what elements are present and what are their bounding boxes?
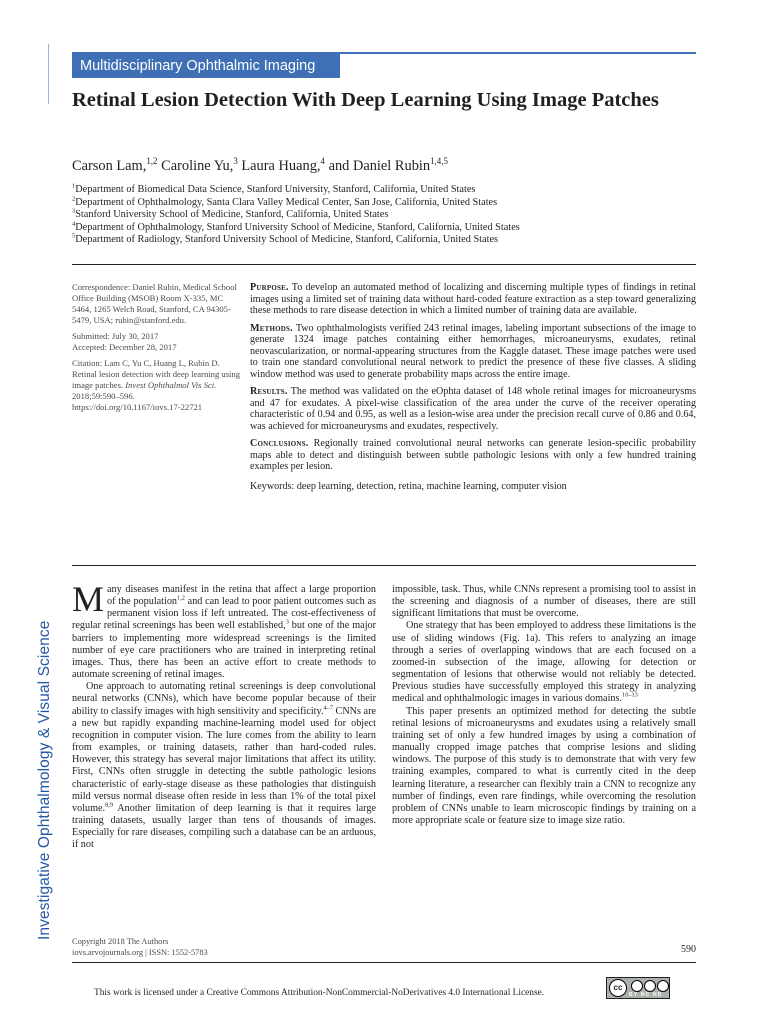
affiliation-text: Department of Radiology, Stanford University School of Medicine, Stanford, California, United States <box>75 234 499 246</box>
nd-icon <box>657 980 669 992</box>
author-name: Caroline Yu, <box>161 158 234 174</box>
divider-abstract <box>72 565 696 566</box>
body-text: and can lead to poor patient outcomes such as permanent vision loss if left untreated. The cost-effectiveness of regular retinal screenings has been well established, <box>72 596 376 632</box>
author-affil-ref: 1,2 <box>146 156 158 167</box>
citation <box>72 358 242 413</box>
body-column-right <box>392 584 696 827</box>
abstract-conclusions <box>250 438 696 473</box>
abstract-text: The method was validated on the eOphta dataset of 148 whole retinal images for microaneurysms and 47 for exudates. A pixel-wise classification of the area under the curve of the receiver operating characteristic of 0.94 and 0.95, as well as a lesion-wise area under the precision recall curve of 0.86 and 0.64, was achieved for microaneurysms and exudates, respectively. <box>250 386 696 432</box>
citation-ref: 4–7 <box>323 704 333 712</box>
margin-rule <box>48 44 49 104</box>
abstract-text: Regionally trained convolutional neural networks can generate lesion-specific probability maps able to detect and distinguish between subtle pathologic lesions with only a few hundred training examples per lesion. <box>250 438 696 472</box>
abstract <box>250 282 696 498</box>
article-title: Retinal Lesion Detection With Deep Learning Using Image Patches <box>72 89 659 111</box>
abstract-purpose <box>250 282 696 317</box>
license-text[interactable]: This work is licensed under a Creative Commons Attribution-NonCommercial-NoDerivatives 4.0 International License. <box>94 988 545 998</box>
submitted-date: Submitted: July 30, 2017 <box>72 331 159 341</box>
affiliation-text: Department of Ophthalmology, Santa Clara Valley Medical Center, San Jose, California, United States <box>75 196 498 208</box>
affiliations <box>72 184 520 247</box>
body-column-left <box>72 579 377 851</box>
citation-text: Citation: Lam C, Yu C, Huang L, Rubin D. Retinal lesion detection with deep learning using image patches. <box>72 358 241 390</box>
body-paragraph <box>72 681 376 851</box>
cc-license-icon[interactable] <box>606 977 670 999</box>
abstract-label: Conclusions. <box>250 438 309 449</box>
divider-top <box>72 264 696 265</box>
author-name: Carson Lam, <box>72 158 147 174</box>
affiliation-text: Department of Biomedical Data Science, Stanford University, Stanford, California, United States <box>75 184 476 195</box>
body-paragraph <box>72 579 377 681</box>
affiliation-number: 1 <box>72 182 76 190</box>
page-number: 590 <box>681 944 696 955</box>
abstract-text: To develop an automated method of localizing and discerning multiple types of findings in retinal images using a limited set of training data without hard-coded feature extraction as a step toward generalizing these methods to rare disease detection in which a limited number of training data are available. <box>250 282 696 316</box>
affiliation-line <box>72 209 520 222</box>
abstract-methods <box>250 323 696 381</box>
citation-ref: 1,2 <box>177 594 185 602</box>
affiliation-number: 3 <box>72 207 76 215</box>
body-text: One strategy that has been employed to address these limitations is the use of sliding windows (Fig. 1a). This refers to analyzing an image through a series of overlapping windows that are each focused on a zoomed-in subsection of the image, allowing for detection or segmentation of lesions that otherwise would not reliably be detected. Previous studies have successfully employed this strategy in analyzing medical and ophthalmologic images in various domains. <box>392 620 696 705</box>
author-name: and Daniel Rubin <box>328 158 431 174</box>
citation-doi[interactable]: 2018;59:590–596. https://doi.org/10.1167/iovs.17-22721 <box>72 391 203 412</box>
citation-ref: 3 <box>285 619 289 627</box>
body-text: One approach to automating retinal screenings is deep convolutional neural networks (CNNs), which have become popular because of their ability to classify images with high sensitivity and specificity. <box>72 681 376 717</box>
section-tag: Multidisciplinary Ophthalmic Imaging <box>72 54 340 78</box>
affiliation-line <box>72 222 520 235</box>
affiliation-text: Stanford University School of Medicine, Stanford, California, United States <box>75 209 389 221</box>
drop-cap: M <box>72 579 105 619</box>
abstract-text: Two ophthalmologists verified 243 retinal images, labeling important subsections of the image to generate 1324 image patches containing either hemorrhages, microaneurysms, exudates, retinal neovascularization, or normal-appearing structures from the Kaggle dataset. These image patches were used to train one standard convolutional neural network to predict the presence of these five classes. A sliding window method was used to generate probability maps across the entire image. <box>250 322 697 380</box>
citation-ref: 8,9 <box>105 801 113 809</box>
journal-website[interactable]: iovs.arvojournals.org | ISSN: 1552-5783 <box>72 948 208 957</box>
divider-footer <box>72 962 696 963</box>
abstract-label: Results. <box>250 386 288 397</box>
author-affil-ref: 3 <box>233 156 238 167</box>
author-name: Laura Huang, <box>241 158 321 174</box>
author-affil-ref: 1,4,5 <box>430 156 448 167</box>
affiliation-number: 4 <box>72 220 76 228</box>
journal-name-vertical: Investigative Ophthalmology & Visual Science <box>36 620 53 940</box>
keywords: Keywords: deep learning, detection, retina, machine learning, computer vision <box>250 480 567 492</box>
affiliation-line <box>72 197 520 210</box>
body-text: CNNs are a new but rapidly expanding machine-learning model used for object recognition in computer vision. The lure comes from the ability to learn from examples, or training datasets, rather than hard-coded rules. However, this strategy has several major limitations that affect its utility. First, CNNs often struggle in detecting the subtle pathologic lesions characteristic of early-stage disease as these pathologies that distinguish mild versus normal disease often reside in less than 1% of the total pixel volume. <box>72 705 376 814</box>
affiliation-line <box>72 234 520 247</box>
accepted-date: Accepted: December 28, 2017 <box>72 342 177 352</box>
affiliation-line <box>72 184 520 197</box>
dates <box>72 331 242 353</box>
body-text: any diseases manifest in the retina that affect a large proportion of the population <box>107 584 376 608</box>
abstract-results <box>250 386 696 432</box>
body-text: Another limitation of deep learning is that it requires large training datasets, usually larger than tens of thousands of images. Especially for rare diseases, compiling such a database can be an arduous, if not <box>72 802 376 851</box>
author-list <box>72 158 448 175</box>
article-meta <box>72 282 242 418</box>
affiliation-number: 2 <box>72 195 76 203</box>
body-text: but one of the major barriers to implementing more widespread screenings is the limited number of eye care practitioners who are trained in interpreting retinal images. Thus, there has been an active effort to create methods to automate screening of retinal images. <box>72 620 377 681</box>
cc-terms-label: BY NC ND <box>629 992 663 998</box>
citation-journal: Invest Ophthalmol Vis Sci. <box>125 380 217 390</box>
affiliation-number: 5 <box>72 232 76 240</box>
citation-ref: 10–13 <box>622 692 638 700</box>
affiliation-text: Department of Ophthalmology, Stanford University School of Medicine, Stanford, California, United States <box>75 221 520 233</box>
body-paragraph: This paper presents an optimized method for detecting the subtle retinal lesions of microaneurysms and exudates using a relatively small training set of only a few hundred images by using a combination of manually cropped image patches that comprise lesions and sliding windows. The purpose of this study is to demonstrate that with very few training examples, compared to what is currently cited in the deep learning literature, a researcher can flexibly train a CNN to recognize any number of findings, even rare findings, while overcoming the resolution problem of CNNs unable to learn microscopic findings by training on a more appropriate scale or feature size to image size ratio. <box>392 705 696 826</box>
by-icon <box>631 980 643 992</box>
body-paragraph <box>392 620 696 705</box>
abstract-label: Purpose. <box>250 282 289 293</box>
abstract-label: Methods. <box>250 322 293 334</box>
correspondence: Correspondence: Daniel Rubin, Medical School Office Building (MSOB) Room X-335, MC 5464, 1265 Welch Road, Stanford, CA 94305-5479, USA; rubin@stanford.edu. <box>72 282 237 325</box>
cc-logo-icon: cc <box>609 979 627 997</box>
nc-icon <box>644 980 656 992</box>
body-paragraph: impossible, task. Thus, while CNNs represent a promising tool to assist in the screening and diagnosis of a number of diseases, there are still significant limitations that must be overcome. <box>392 584 696 620</box>
footer-copyright <box>72 936 208 958</box>
author-affil-ref: 4 <box>320 156 325 167</box>
copyright-text: Copyright 2018 The Authors <box>72 937 169 946</box>
